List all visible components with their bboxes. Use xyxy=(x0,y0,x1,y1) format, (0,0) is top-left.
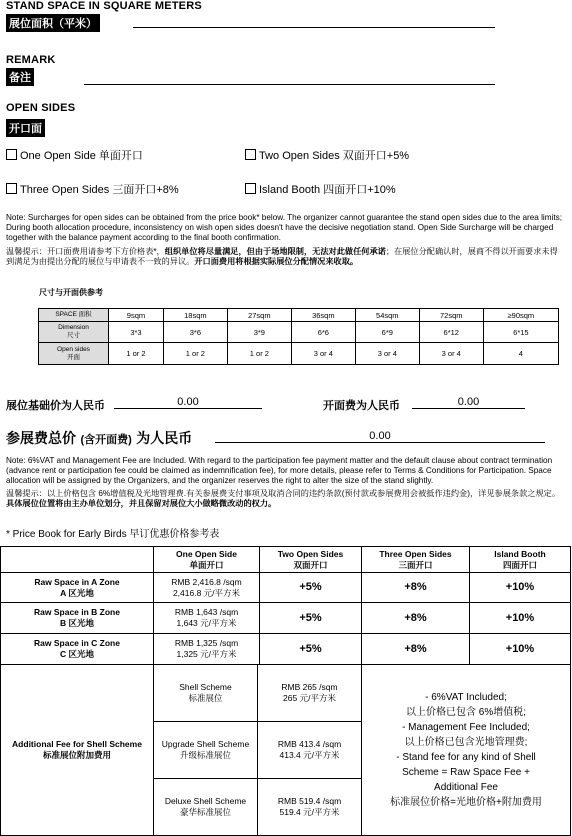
open-fee-value[interactable]: 0.00 xyxy=(412,396,525,409)
checkbox[interactable] xyxy=(245,183,256,194)
col-two-open-sides: Two Open Sides 双面开口 xyxy=(260,547,362,573)
option-island-booth[interactable] xyxy=(245,181,396,197)
shell-scheme-label: Additional Fee for Shell Scheme 标准展位附加费用 xyxy=(1,665,154,836)
remark-input-line[interactable] xyxy=(84,84,495,85)
col-three-open-sides: Three Open Sides 三面开口 xyxy=(362,547,470,573)
base-price-value[interactable]: 0.00 xyxy=(114,396,262,409)
shell-scheme-name: Shell Scheme 标准展位 xyxy=(154,665,258,721)
option-three-open-sides[interactable] xyxy=(6,181,179,197)
col-island-booth: Island Booth 四面开口 xyxy=(470,547,571,573)
table-row: Raw Space in C Zone C 区光地 RMB 1,325 /sqm 1,325 元/平方米 +5% +8% +10% xyxy=(1,634,571,665)
remark-label-cn: 备注 xyxy=(6,68,34,86)
option-label: Three Open Sides 三面开口+8% xyxy=(20,184,179,196)
total-value[interactable]: 0.00 xyxy=(215,430,545,443)
space-row-label: SPACE 面积 xyxy=(39,309,109,322)
checkbox[interactable] xyxy=(6,183,17,194)
checkbox[interactable] xyxy=(245,149,256,160)
option-label: Island Booth 四面开口+10% xyxy=(259,184,396,196)
option-label: Two Open Sides 双面开口+5% xyxy=(259,150,410,162)
stand-space-input-line[interactable] xyxy=(133,27,495,28)
open-sides-label-en: OPEN SIDES xyxy=(6,102,76,114)
col-one-open-side: One Open Side 单面开口 xyxy=(154,547,260,573)
size-table-title: 尺寸与开面供参考 xyxy=(39,288,103,297)
checkbox[interactable] xyxy=(6,149,17,160)
open-side-note-cn: 温馨提示：开口面费用请参考下方价格表*，组织单位将尽量满足，但由于场地限制，无法对此做任何承诺；在展位分配确认时，展商不得以开面要求未得到满足为由提出分配的展位与申请表不一致的异议。开口面费用将根据实际展位分配情况来收取。 xyxy=(6,247,558,266)
shell-scheme-notes: - 6%VAT Included; 以上价格已包含 6%增值税; - Management Fee Included; 以上价格已包含光地管理费; - Stand fee for any kind of Shell Scheme = Raw Space Fee + Additional Fee 标准展位价格=光地价格+附加费用 xyxy=(362,665,571,836)
price-book-table xyxy=(0,546,571,836)
payment-note-cn: 温馨提示：以上价格包含 6%增值税及光地管理费.有关参展费支付事项及取消合同的违约条款(预付款或参展费用会被抵作违约金)，详见参展条款之规定。具体展位位置将由主办单位划分，并且保留对展位大小做略微改动的权力。 xyxy=(6,489,561,508)
deluxe-shell-name: Deluxe Shell Scheme 豪华标准展位 xyxy=(154,778,258,835)
base-price-label: 展位基础价为人民币 xyxy=(6,400,105,412)
size-reference-table: SPACE 面积 9sqm 18sqm 27sqm 36sqm 54sqm 72sqm ≥90sqm Dimension 尺寸 3*3 3*6 3*9 6*6 6*9 6*12 6*15 Open sides 开面 1 or 2 1 or 2 1 or 2 3 or 4 3 or 4 3 or 4 4 xyxy=(38,308,559,365)
shell-scheme-price: RMB 265 /sqm 265 元/平方米 xyxy=(258,665,362,721)
open-fee-label: 开面费为人民币 xyxy=(323,400,400,412)
remark-label-en: REMARK xyxy=(6,54,56,66)
dimension-row-label: Dimension 尺寸 xyxy=(39,322,109,343)
shell-scheme-row xyxy=(1,665,571,836)
stand-space-label-cn: 展位面积（平米） xyxy=(6,14,100,32)
table-row: Raw Space in A Zone A 区光地 RMB 2,416.8 /sqm 2,416.8 元/平方米 +5% +8% +10% xyxy=(1,573,571,603)
open-sides-row-label: Open sides 开面 xyxy=(39,343,109,365)
open-sides-label-cn: 开口面 xyxy=(6,119,45,137)
upgrade-shell-price: RMB 413.4 /sqm 413.4 元/平方米 xyxy=(258,721,362,778)
option-one-open-side[interactable] xyxy=(6,147,143,163)
total-label: 参展费总价 (含开面费) 为人民币 xyxy=(6,430,193,446)
open-side-note-en: Note: Surcharges for open sides can be obtained from the price book* below. The organizer cannot guarantee the stand open sides due to the area limits; During booth allocation procedure, inconsistency on wish open sides doesn't have the decisive negotiation stand. Open Side Surcharge will be charged together with the balance payment according to the final booth confirmation. xyxy=(6,213,563,242)
option-label: One Open Side 单面开口 xyxy=(20,150,143,162)
table-row: Raw Space in B Zone B 区光地 RMB 1,643 /sqm 1,643 元/平方米 +5% +8% +10% xyxy=(1,603,571,634)
option-two-open-sides[interactable] xyxy=(245,147,409,163)
deluxe-shell-price: RMB 519.4 /sqm 519.4 元/平方米 xyxy=(258,778,362,835)
payment-note-en: Note: 6%VAT and Management Fee are Included. With regard to the participation fee payment matter and the default clause about contract termination (advance rent or participation fee could be claimed as indemnification fee), for more details, please refer to Terms & Conditions for Participation. Space allocation will be assigned by the Organizers, and the organizer reserves the right to alter the size of the stand slightly. xyxy=(6,456,553,485)
upgrade-shell-name: Upgrade Shell Scheme 升级标准展位 xyxy=(154,721,258,778)
price-book-title: * Price Book for Early Birds 早订优惠价格参考表 xyxy=(6,529,220,540)
stand-space-label-en: STAND SPACE IN SQUARE METERS xyxy=(6,0,202,12)
